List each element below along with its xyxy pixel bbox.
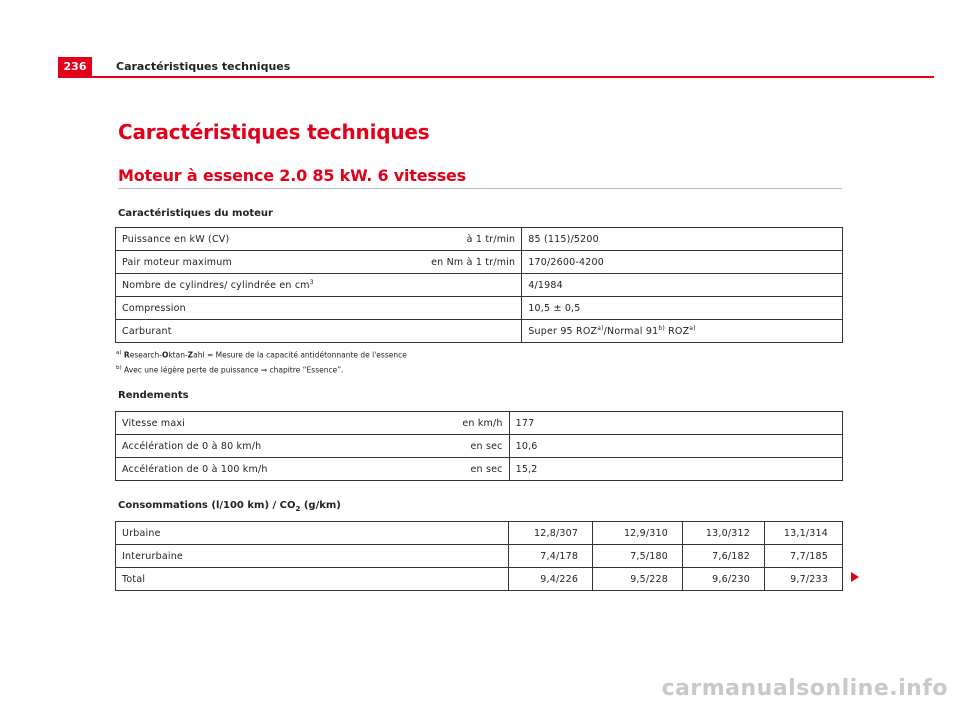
table-row [116, 435, 843, 458]
performance-table [115, 411, 843, 481]
superscript: 3 [309, 278, 314, 286]
table-row [116, 320, 843, 343]
row-value: 15,2 [509, 458, 842, 481]
triangle-right-icon[interactable] [851, 572, 859, 582]
footnotes [116, 347, 407, 376]
row-label: Accélération de 0 à 100 km/h [116, 458, 298, 481]
footnote-text: Avec une légère perte de puissance ⇒ chapitre “Essence”. [124, 365, 344, 374]
row-label-text: Nombre de cylindres/ cylindrée en cm [122, 280, 310, 292]
row-label: Total [116, 568, 509, 591]
fuel-text: Super 95 ROZ [528, 326, 598, 338]
watermark: carmanualsonline.info [661, 676, 948, 701]
row-value: 10,6 [509, 435, 842, 458]
footnote-text: = Mesure de la capacité antidétonnante de l'essence [204, 350, 407, 360]
row-value: 177 [509, 412, 842, 435]
row-unit: à 1 tr/min [320, 228, 522, 251]
cell-value: 9,7/233 [764, 568, 842, 591]
cell-value: 7,5/180 [593, 545, 683, 568]
section-title-text: Consommations (l/100 km) / CO [118, 500, 296, 511]
footnote-ref: a) [597, 324, 604, 332]
table-row [116, 568, 843, 591]
table-row [116, 458, 843, 481]
page-number: 236 [58, 57, 92, 76]
section-title-text: (g/km) [300, 500, 341, 511]
cell-value: 7,7/185 [764, 545, 842, 568]
cell-value: 9,5/228 [593, 568, 683, 591]
row-unit [320, 274, 522, 297]
row-label [116, 274, 320, 297]
row-unit [320, 320, 522, 343]
table-row [116, 522, 843, 545]
footnote-ref: a) [689, 324, 696, 332]
row-unit: en Nm à 1 tr/min [320, 251, 522, 274]
subscript: 2 [295, 505, 301, 513]
main-title: Caractéristiques techniques [118, 120, 430, 144]
footnote-key-letter: R [123, 350, 130, 360]
footnote-marker: a) [116, 350, 122, 356]
cell-value: 9,6/230 [683, 568, 765, 591]
footnote-word: ahl [193, 350, 205, 360]
table-row [116, 251, 843, 274]
cell-value: 7,4/178 [509, 545, 593, 568]
fuel-text: ROZ [664, 326, 690, 338]
table-row [116, 297, 843, 320]
cell-value: 13,0/312 [683, 522, 765, 545]
footnote-word: esearch- [129, 350, 162, 360]
header-rule [58, 76, 934, 78]
row-unit: en km/h [297, 412, 509, 435]
section-title-performance: Rendements [118, 390, 189, 401]
footnote-a [116, 347, 407, 362]
row-label: Accélération de 0 à 80 km/h [116, 435, 298, 458]
cell-value: 12,9/310 [593, 522, 683, 545]
footnote-key-letter: O [161, 350, 169, 360]
row-value: 10,5 ± 0,5 [522, 297, 843, 320]
row-value: 170/2600-4200 [522, 251, 843, 274]
row-value: 85 (115)/5200 [522, 228, 843, 251]
cell-value: 12,8/307 [509, 522, 593, 545]
row-label: Vitesse maxi [116, 412, 298, 435]
section-title-engine: Caractéristiques du moteur [118, 208, 273, 219]
consumption-table [115, 521, 843, 591]
row-label: Compression [116, 297, 320, 320]
footnote-word: ktan- [168, 350, 188, 360]
table-row [116, 228, 843, 251]
table-row [116, 412, 843, 435]
footnote-key-letter: Z [187, 350, 194, 360]
header-title: Caractéristiques techniques [116, 60, 291, 73]
row-value [522, 320, 843, 343]
page-header [58, 57, 934, 79]
row-label: Urbaine [116, 522, 509, 545]
footnote-b [116, 362, 407, 377]
row-unit: en sec [297, 458, 509, 481]
subtitle-rule [118, 188, 842, 189]
row-label: Puissance en kW (CV) [116, 228, 320, 251]
row-label: Pair moteur maximum [116, 251, 320, 274]
table-row [116, 274, 843, 297]
subtitle: Moteur à essence 2.0 85 kW. 6 vitesses [118, 166, 467, 185]
cell-value: 7,6/182 [683, 545, 765, 568]
cell-value: 13,1/314 [764, 522, 842, 545]
engine-table [115, 227, 843, 343]
cell-value: 9,4/226 [509, 568, 593, 591]
footnote-ref: b) [658, 324, 665, 332]
row-label: Interurbaine [116, 545, 509, 568]
table-row [116, 545, 843, 568]
row-value: 4/1984 [522, 274, 843, 297]
row-unit [320, 297, 522, 320]
footnote-marker: b) [116, 364, 122, 371]
row-label: Carburant [116, 320, 320, 343]
row-unit: en sec [297, 435, 509, 458]
fuel-text: /Normal 91 [603, 326, 659, 338]
section-title-consumption [118, 500, 341, 513]
